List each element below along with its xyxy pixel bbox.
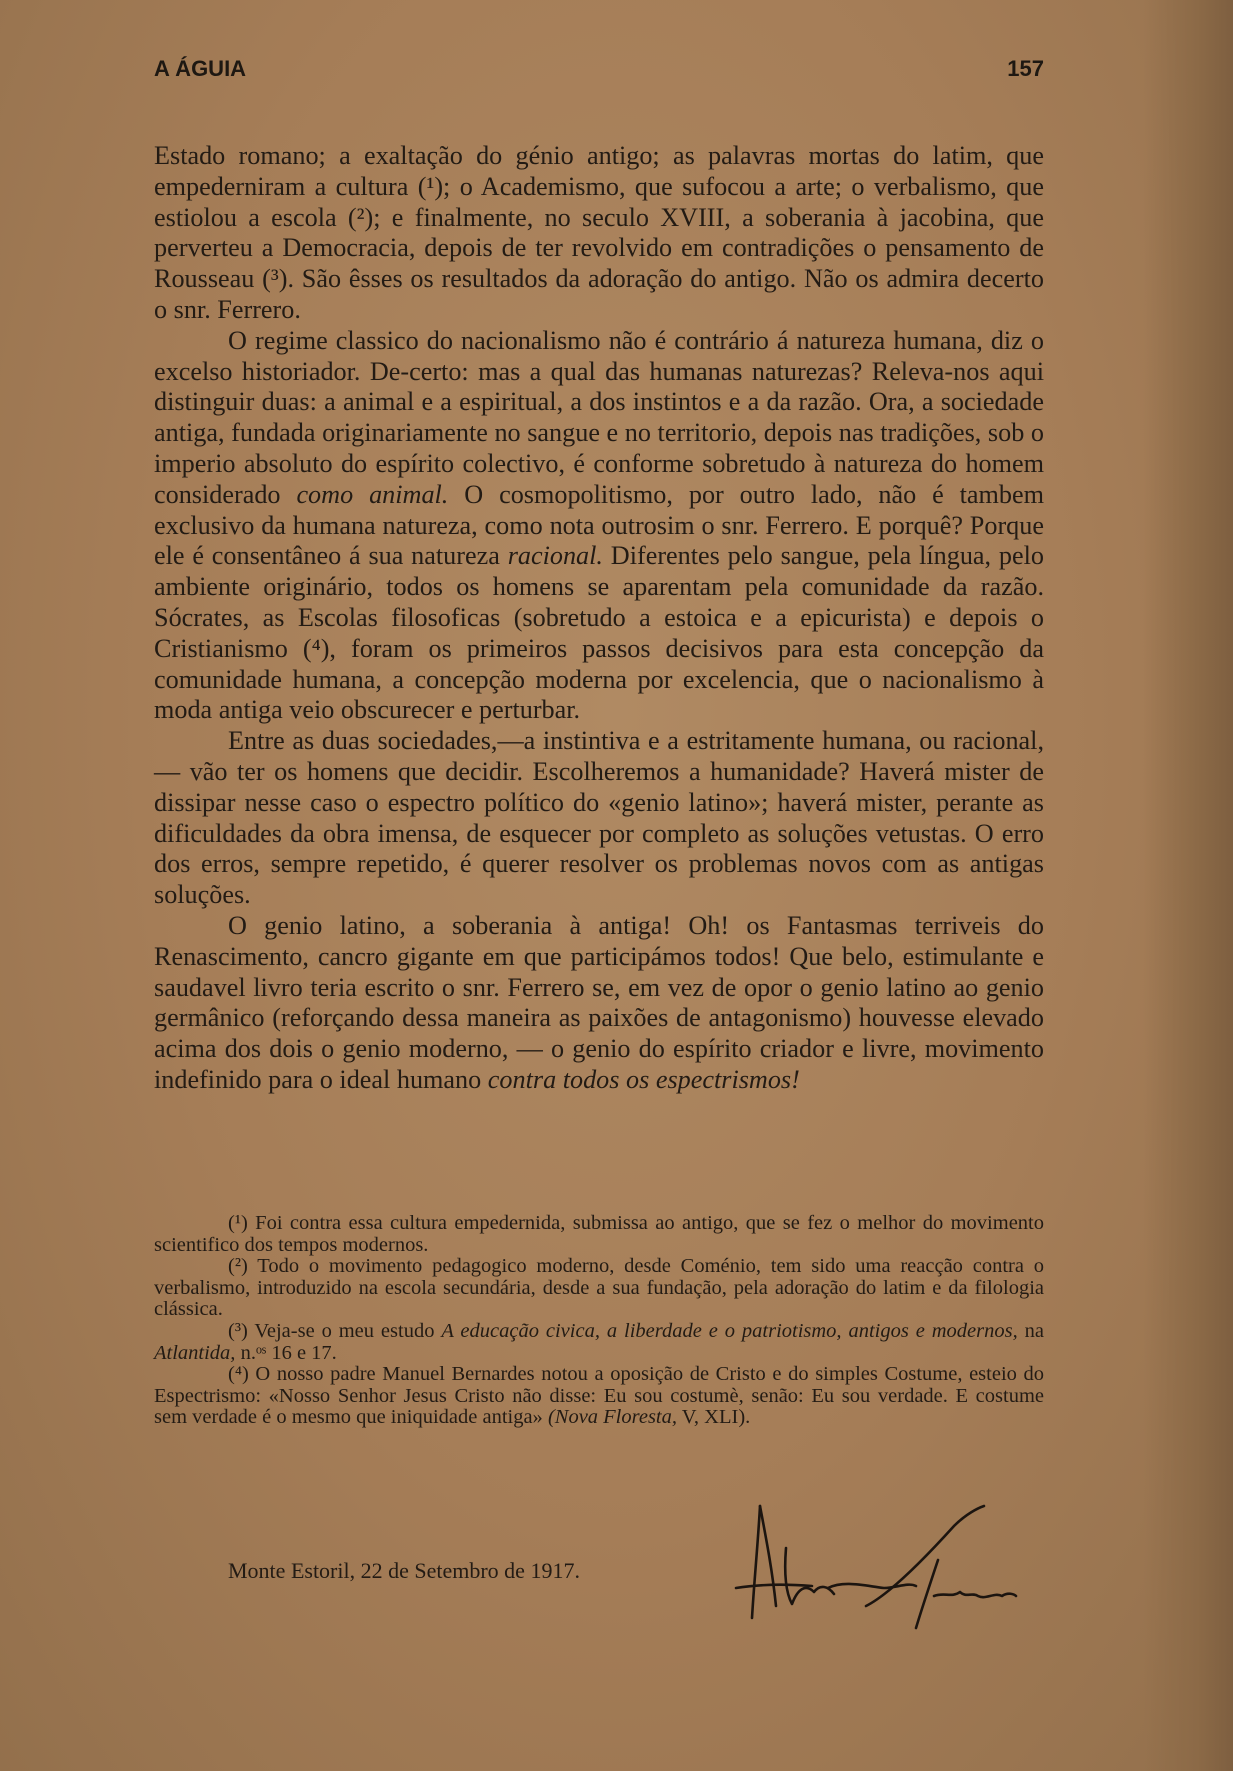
page-number: 157 [1007, 56, 1044, 81]
handwritten-signature [716, 1488, 1046, 1638]
paragraph-2-text-b: O cosmopolitismo, por outro lado, não é tambem exclusivo da humana natureza, como nota outrosim o snr. Ferrero. E porquê? Porque ele é consentâneo á sua natureza [154, 479, 1044, 571]
paragraph-2 [154, 326, 1044, 726]
article-body [154, 141, 1044, 1096]
footnote-2: (²) Todo o movimento pedagogico moderno, desde Coménio, tem sido uma reacção contra o verbalismo, introduzido na escola secundária, desde a sua fundação, pela adoração do latim e da filologia clássica. [154, 1255, 1044, 1321]
paragraph-3: Entre as duas sociedades,—a instintiva e a estritamente humana, ou racional, — vão ter os homens que decidir. Escolheremos a humanidade? Haverá mister de dissipar nesse caso o espectro político do «genio latino»; haverá mister, perante as dificuldades da obra imensa, de esquecer por completo as soluções vetustas. O erro dos erros, sempre repetido, é querer resolver os problemas novos com as antigas soluções. [154, 726, 1044, 910]
footnote-1: (¹) Foi contra essa cultura empedernida, submissa ao antigo, que se fez o melhor do movimento scientifico dos tempos modernos. [154, 1212, 1044, 1256]
paragraph-4-text: O genio latino, a soberania à antiga! Oh! os Fantasmas terriveis do Renascimento, cancro gigante em que participámos todos! Que belo, estimulante e saudavel livro teria escrito o snr. Ferrero se, em vez de opor o genio latino ao genio germânico (reforçando dessa maneira as paixões de antagonismo) houvesse elevado acima dos dois o genio moderno, — o genio do espírito criador e livre, movimento indefinido para o ideal humano [154, 910, 1044, 1094]
footnote-3 [154, 1321, 1044, 1364]
footnote-3-text-b: na [1017, 1319, 1044, 1342]
paragraph-4-emphasis: contra todos os espectrismos! [487, 1064, 800, 1094]
paragraph-1: Estado romano; a exaltação do génio antigo; as palavras mortas do latim, que empederniram a cultura (¹); o Academismo, que sufocou a arte; o verbalismo, que estiolou a escola (²); e finalmente, no seculo XVIII, a soberania à jacobina, que perverteu a Democracia, depois de ter revolvido em contradições o pensamento de Rousseau (³). São êsses os resultados da adoração do antigo. Não os admira decerto o snr. Ferrero. [154, 141, 1044, 324]
footnote-4 [154, 1364, 1044, 1429]
footnote-3-title: A educação civica, a liberdade e o patriotismo, antigos e modernos, [441, 1319, 1018, 1342]
footnote-3-text-a: (³) Veja-se o meu estudo [228, 1319, 442, 1342]
paragraph-2-emphasis-a: como animal. [296, 479, 449, 509]
page-edge-shadow [1143, 0, 1233, 1771]
paragraph-2-emphasis-b: racional. [507, 541, 603, 571]
footnote-4-text-a: (⁴) O nosso padre Manuel Bernardes notou a oposição de Cristo e do simples Costume, esteio do Espectrismo: «Nosso Senhor Jesus Cristo não disse: Eu sou costumè, senão: Eu sou verdade. E costume sem verdade é o mesmo que iniquidade antiga» [154, 1363, 1044, 1429]
footnotes [154, 1213, 1044, 1429]
paragraph-4 [154, 911, 1044, 1096]
footnote-4-text-b: V, XLI). [677, 1406, 751, 1429]
place-and-date: Monte Estoril, 22 de Setembro de 1917. [228, 1558, 580, 1583]
paragraph-2-text-c: Diferentes pelo sangue, pela língua, pelo ambiente originário, todos os homens se aparentam pela comunidade da razão. Sócrates, as Escolas filosoficas (sobretudo a estoica e a epicurista) e depois o Cristianismo (⁴), foram os primeiros passos decisivos para esta concepção da comunidade humana, a concepção moderna por excelencia, que o nacionalismo à moda antiga veio obscurecer e perturbar. [154, 541, 1044, 725]
footnote-3-journal: Atlantida, [154, 1341, 236, 1364]
running-header [154, 56, 1044, 86]
journal-title: A ÁGUIA [154, 56, 247, 81]
footnote-3-text-c: n.ᵒˢ 16 e 17. [235, 1341, 337, 1364]
footnote-4-book: (Nova Floresta, [547, 1406, 677, 1429]
paragraph-2-text-a: O regime classico do nacionalismo não é contrário á natureza humana, diz o excelso historiador. De-certo: mas a qual das humanas naturezas? Releva-nos aqui distinguir duas: a animal e a espiritual, a dos instintos e a da razão. Ora, a sociedade antiga, fundada originariamente no sangue e no territorio, depois nas tradições, sob o imperio absoluto do espírito colectivo, é conforme sobretudo à natureza do homem considerado [154, 325, 1044, 509]
